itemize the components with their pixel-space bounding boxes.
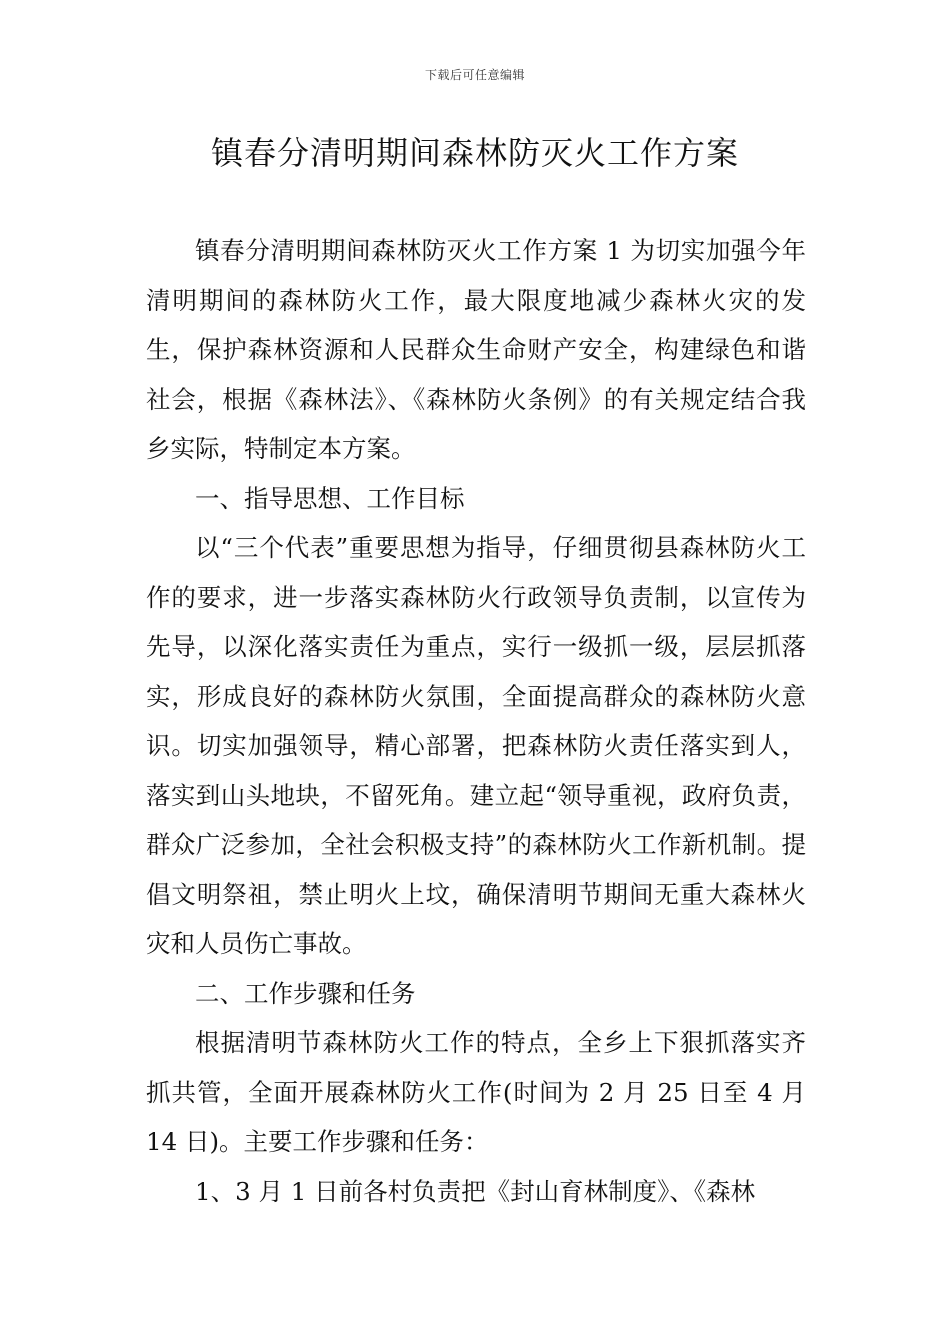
paragraph-work-steps: 根据清明节森林防火工作的特点，全乡上下狠抓落实齐抓共管，全面开展森林防火工作(时间为 2 月 25 日至 4 月 14 日)。主要工作步骤和任务： (146, 1028, 806, 1156)
document-title: 镇春分清明期间森林防灭火工作方案 (210, 134, 739, 172)
section-heading-2: 二、工作步骤和任务 (195, 978, 416, 1008)
document-body (146, 226, 806, 1216)
section-heading-1: 一、指导思想、工作目标 (195, 483, 465, 513)
paragraph-intro: 镇春分清明期间森林防灭火工作方案 1 为切实加强今年清明期间的森林防火工作，最大限度地减少森林火灾的发生，保护森林资源和人民群众生命财产安全，构建绿色和谐社会，根据《森林法》、《森林防火条例》的有关规定结合我乡实际，特制定本方案。 (146, 236, 806, 463)
paragraph-guiding-ideology: 以“三个代表”重要思想为指导，仔细贯彻县森林防火工作的要求，进一步落实森林防火行政领导负责制，以宣传为先导，以深化落实责任为重点，实行一级抓一级，层层抓落实，形成良好的森林防火氛围，全面提高群众的森林防火意识。切实加强领导，精心部署，把森林防火责任落实到人，落实到山头地块，不留死角。建立起“领导重视，政府负责，群众广泛参加，全社会积极支持”的森林防火工作新机制。提倡文明祭祖，禁止明火上坟，确保清明节期间无重大森林火灾和人员伤亡事故。 (146, 533, 806, 958)
header-note: 下载后可任意编辑 (424, 68, 525, 82)
paragraph-step-1: 1、3 月 1 日前各村负责把《封山育林制度》、《森林 (195, 1176, 756, 1206)
